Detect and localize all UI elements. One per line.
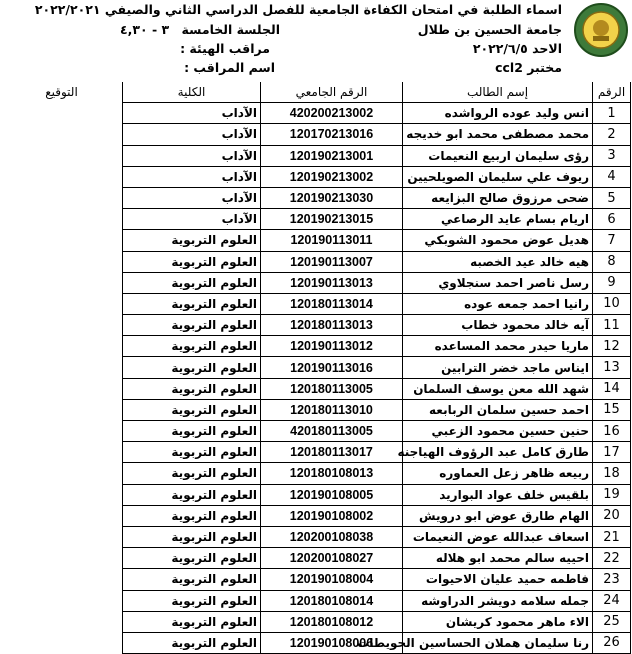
college-name: العلوم التربوية bbox=[123, 590, 261, 611]
column-header-num: الرقم bbox=[593, 82, 631, 103]
table-row bbox=[1, 421, 631, 442]
row-number: 16 bbox=[593, 421, 631, 442]
signature-cell bbox=[1, 590, 123, 611]
student-id: 120190213015 bbox=[261, 209, 403, 230]
signature-cell bbox=[1, 166, 123, 187]
signature-cell bbox=[1, 378, 123, 399]
table-row bbox=[1, 590, 631, 611]
student-name: بلقيس خلف عواد البواريد bbox=[403, 484, 593, 505]
student-name: شهد الله معن يوسف السلمان bbox=[403, 378, 593, 399]
row-number: 17 bbox=[593, 442, 631, 463]
table-row bbox=[1, 124, 631, 145]
college-name: العلوم التربوية bbox=[123, 315, 261, 336]
college-name: الآداب bbox=[123, 187, 261, 208]
student-id: 120190113016 bbox=[261, 357, 403, 378]
row-number: 8 bbox=[593, 251, 631, 272]
signature-cell bbox=[1, 463, 123, 484]
table-row bbox=[1, 357, 631, 378]
column-header-college: الكلية bbox=[123, 82, 261, 103]
college-name: العلوم التربوية bbox=[123, 378, 261, 399]
college-name: العلوم التربوية bbox=[123, 632, 261, 653]
table-row bbox=[1, 505, 631, 526]
row-number: 12 bbox=[593, 336, 631, 357]
table-row bbox=[1, 378, 631, 399]
signature-cell bbox=[1, 272, 123, 293]
document-header bbox=[0, 0, 632, 82]
student-id: 120170213016 bbox=[261, 124, 403, 145]
lab-name: مختبر ccl2 bbox=[495, 60, 562, 75]
student-id: 120180113017 bbox=[261, 442, 403, 463]
row-number: 7 bbox=[593, 230, 631, 251]
college-name: العلوم التربوية bbox=[123, 293, 261, 314]
university-name: جامعة الحسين بن طلال bbox=[417, 22, 562, 37]
student-name: ماريا حيدر محمد المساعده bbox=[403, 336, 593, 357]
signature-cell bbox=[1, 145, 123, 166]
college-name: الآداب bbox=[123, 124, 261, 145]
student-name: احمد حسين سلمان الربابعه bbox=[403, 399, 593, 420]
signature-cell bbox=[1, 251, 123, 272]
student-name: انس وليد عوده الرواشده bbox=[403, 103, 593, 124]
proctor-label: اسم المراقب : bbox=[184, 60, 275, 75]
table-header-row bbox=[1, 82, 631, 103]
table-row bbox=[1, 187, 631, 208]
college-name: العلوم التربوية bbox=[123, 272, 261, 293]
row-number: 22 bbox=[593, 548, 631, 569]
student-name: احييه سالم محمد ابو هلاله bbox=[403, 548, 593, 569]
signature-cell bbox=[1, 124, 123, 145]
student-name: رنا سليمان هملان الحساسين الحويطات bbox=[403, 632, 593, 653]
student-id: 120200108027 bbox=[261, 548, 403, 569]
college-name: العلوم التربوية bbox=[123, 399, 261, 420]
student-id: 120190108005 bbox=[261, 484, 403, 505]
table-row bbox=[1, 526, 631, 547]
row-number: 24 bbox=[593, 590, 631, 611]
document-title: اسماء الطلبة في امتحان الكفاءة الجامعية للفصل الدراسي الثاني والصيفي ٢٠٢٢/٢٠٢١ bbox=[34, 2, 562, 17]
table-row bbox=[1, 230, 631, 251]
student-id: 120180113010 bbox=[261, 399, 403, 420]
student-id: 120190213030 bbox=[261, 187, 403, 208]
table-body bbox=[1, 103, 631, 654]
row-number: 11 bbox=[593, 315, 631, 336]
student-name: فاطمه حميد عليان الاحيوات bbox=[403, 569, 593, 590]
college-name: العلوم التربوية bbox=[123, 611, 261, 632]
college-name: الآداب bbox=[123, 209, 261, 230]
row-number: 3 bbox=[593, 145, 631, 166]
row-number: 6 bbox=[593, 209, 631, 230]
student-name: ضحى مرزوق صالح البزايعه bbox=[403, 187, 593, 208]
student-id: 120200108038 bbox=[261, 526, 403, 547]
student-name: ربيعه ظاهر زعل العماوره bbox=[403, 463, 593, 484]
session-time: ٣ - ٤,٣٠ bbox=[120, 22, 170, 37]
college-name: العلوم التربوية bbox=[123, 569, 261, 590]
student-id: 120180108012 bbox=[261, 611, 403, 632]
signature-cell bbox=[1, 187, 123, 208]
student-name: الاء ماهر محمود كريشان bbox=[403, 611, 593, 632]
table-row bbox=[1, 442, 631, 463]
college-name: العلوم التربوية bbox=[123, 336, 261, 357]
table-row bbox=[1, 569, 631, 590]
student-name: طارق كامل عبد الرؤوف الهياجنه bbox=[403, 442, 593, 463]
table-row bbox=[1, 399, 631, 420]
student-name: ريوف علي سليمان الصويلحيين bbox=[403, 166, 593, 187]
table-row bbox=[1, 315, 631, 336]
student-id: 120190113012 bbox=[261, 336, 403, 357]
student-id: 120190108002 bbox=[261, 505, 403, 526]
row-number: 13 bbox=[593, 357, 631, 378]
college-name: الآداب bbox=[123, 145, 261, 166]
signature-cell bbox=[1, 548, 123, 569]
student-id: 420200213002 bbox=[261, 103, 403, 124]
college-name: العلوم التربوية bbox=[123, 230, 261, 251]
table-row bbox=[1, 484, 631, 505]
session-label: الجلسة الخامسة bbox=[181, 22, 280, 37]
table-row bbox=[1, 548, 631, 569]
row-number: 5 bbox=[593, 187, 631, 208]
students-table-wrap bbox=[0, 82, 632, 654]
table-row bbox=[1, 632, 631, 653]
row-number: 4 bbox=[593, 166, 631, 187]
student-name: رسل ناصر احمد سنجلاوي bbox=[403, 272, 593, 293]
signature-cell bbox=[1, 611, 123, 632]
college-name: العلوم التربوية bbox=[123, 251, 261, 272]
university-logo bbox=[573, 2, 629, 58]
row-number: 19 bbox=[593, 484, 631, 505]
column-header-signature: التوقيع bbox=[45, 85, 78, 100]
row-number: 18 bbox=[593, 463, 631, 484]
table-row bbox=[1, 336, 631, 357]
column-header-uid: الرقم الجامعي bbox=[261, 82, 403, 103]
college-name: العلوم التربوية bbox=[123, 548, 261, 569]
student-name: هديل عوض محمود الشوبكي bbox=[403, 230, 593, 251]
student-id: 120180113013 bbox=[261, 315, 403, 336]
row-number: 21 bbox=[593, 526, 631, 547]
column-header-name: إسم الطالب bbox=[403, 82, 593, 103]
table-row bbox=[1, 166, 631, 187]
college-name: الآداب bbox=[123, 103, 261, 124]
college-name: العلوم التربوية bbox=[123, 442, 261, 463]
row-number: 9 bbox=[593, 272, 631, 293]
college-name: العلوم التربوية bbox=[123, 463, 261, 484]
row-number: 23 bbox=[593, 569, 631, 590]
signature-cell bbox=[1, 336, 123, 357]
row-number: 1 bbox=[593, 103, 631, 124]
student-name: حنين حسين محمود الزعبي bbox=[403, 421, 593, 442]
table-row bbox=[1, 272, 631, 293]
row-number: 15 bbox=[593, 399, 631, 420]
college-name: العلوم التربوية bbox=[123, 421, 261, 442]
student-name: ايناس ماجد خضر الترابين bbox=[403, 357, 593, 378]
student-name: هيه خالد عيد الخصبه bbox=[403, 251, 593, 272]
supervisor-label: مراقب الهيئة : bbox=[180, 41, 270, 56]
student-id: 120180108014 bbox=[261, 590, 403, 611]
signature-cell bbox=[1, 421, 123, 442]
student-id: 120180108013 bbox=[261, 463, 403, 484]
student-name: اسعاف عبدالله عوض النعيمات bbox=[403, 526, 593, 547]
students-table bbox=[0, 82, 631, 654]
signature-cell bbox=[1, 569, 123, 590]
signature-cell bbox=[1, 209, 123, 230]
table-row bbox=[1, 251, 631, 272]
college-name: الآداب bbox=[123, 166, 261, 187]
student-name: الهام طارق عوض ابو درويش bbox=[403, 505, 593, 526]
student-id: 120190213002 bbox=[261, 166, 403, 187]
signature-cell bbox=[1, 315, 123, 336]
row-number: 2 bbox=[593, 124, 631, 145]
student-name: جمله سلامه دويشر الدراوشه bbox=[403, 590, 593, 611]
table-row bbox=[1, 463, 631, 484]
signature-cell bbox=[1, 357, 123, 378]
table-row bbox=[1, 209, 631, 230]
row-number: 26 bbox=[593, 632, 631, 653]
student-id: 120190113013 bbox=[261, 272, 403, 293]
row-number: 10 bbox=[593, 293, 631, 314]
college-name: العلوم التربوية bbox=[123, 526, 261, 547]
student-name: اريام بسام عايد الرصاعي bbox=[403, 209, 593, 230]
student-id: 120190113011 bbox=[261, 230, 403, 251]
student-id: 420180113005 bbox=[261, 421, 403, 442]
row-number: 20 bbox=[593, 505, 631, 526]
student-name: رانيا احمد جمعه عوده bbox=[403, 293, 593, 314]
student-id: 120190108006 bbox=[261, 632, 403, 653]
student-id: 120180113014 bbox=[261, 293, 403, 314]
table-row bbox=[1, 293, 631, 314]
student-id: 120190113007 bbox=[261, 251, 403, 272]
row-number: 25 bbox=[593, 611, 631, 632]
table-row bbox=[1, 103, 631, 124]
table-row bbox=[1, 145, 631, 166]
signature-cell bbox=[1, 632, 123, 653]
signature-cell bbox=[1, 103, 123, 124]
student-name: آيه خالد محمود خطاب bbox=[403, 315, 593, 336]
signature-cell bbox=[1, 399, 123, 420]
day-date: الاحد ٢٠٢٢/٦/٥ bbox=[472, 41, 562, 56]
signature-cell bbox=[1, 526, 123, 547]
table-row bbox=[1, 611, 631, 632]
college-name: العلوم التربوية bbox=[123, 505, 261, 526]
signature-cell bbox=[1, 293, 123, 314]
student-name: رؤى سليمان اربيع النعيمات bbox=[403, 145, 593, 166]
signature-cell bbox=[1, 230, 123, 251]
college-name: العلوم التربوية bbox=[123, 357, 261, 378]
student-id: 120190213001 bbox=[261, 145, 403, 166]
student-id: 120180113005 bbox=[261, 378, 403, 399]
student-id: 120190108004 bbox=[261, 569, 403, 590]
signature-cell bbox=[1, 442, 123, 463]
signature-cell bbox=[1, 484, 123, 505]
college-name: العلوم التربوية bbox=[123, 484, 261, 505]
row-number: 14 bbox=[593, 378, 631, 399]
student-name: محمد مصطفى محمد ابو خديجه bbox=[403, 124, 593, 145]
signature-cell bbox=[1, 505, 123, 526]
